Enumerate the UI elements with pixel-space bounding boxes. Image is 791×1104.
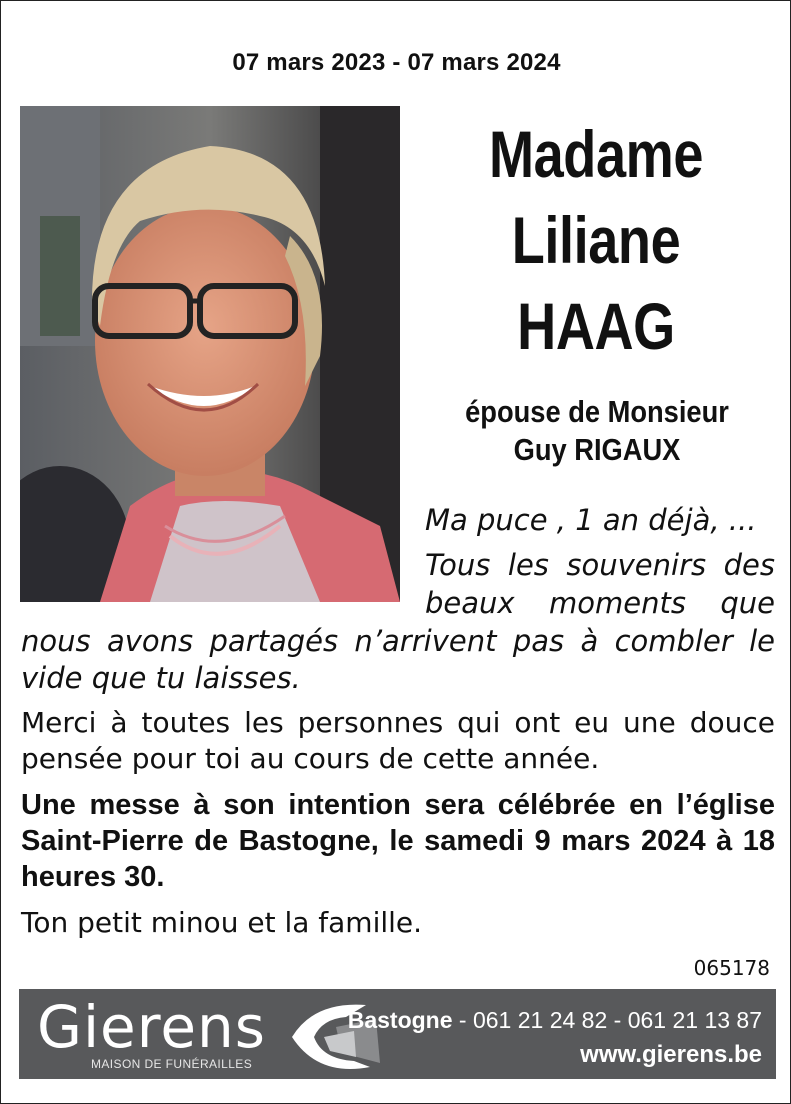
brand-subtitle: MAISON DE FUNÉRAILLES xyxy=(91,1057,253,1071)
funeral-home-banner xyxy=(19,989,776,1079)
message-line-2: Tous les souvenirs des xyxy=(425,548,775,582)
deceased-name xyxy=(436,111,756,369)
message-line-4: nous avons partagés n’arrivent pas à combler le xyxy=(21,624,775,658)
portrait-illustration xyxy=(20,106,400,602)
phone-numbers: - 061 21 24 82 - 061 21 13 87 xyxy=(452,1007,762,1033)
first-name: Liliane xyxy=(511,203,681,277)
name-title: Madame xyxy=(488,117,704,191)
portrait-photo xyxy=(20,106,400,602)
message-line-1: Ma puce , 1 an déjà, ... xyxy=(425,503,757,537)
contact-info xyxy=(348,1007,762,1034)
website-link[interactable]: www.gierens.be xyxy=(580,1041,762,1068)
spouse-line-1: épouse de Monsieur xyxy=(465,394,729,429)
last-name: HAAG xyxy=(517,289,675,363)
mass-announcement: Une messe à son intention sera célébrée en l’église Saint-Pierre de Bastogne, le samedi 9 mars 2024 à 18 heures 30. xyxy=(21,789,775,893)
signature: Ton petit minou et la famille. xyxy=(21,906,423,939)
reference-number: 065178 xyxy=(693,956,770,980)
spouse-line-2: Guy RIGAUX xyxy=(513,432,681,467)
spouse-info xyxy=(435,393,759,469)
message-line-3: beaux moments que xyxy=(425,586,775,620)
thanks-paragraph: Merci à toutes les personnes qui ont eu une douce pensée pour toi au cours de cette année. xyxy=(21,706,775,775)
message-line-5: vide que tu laisses. xyxy=(21,661,301,695)
brand-logo-text: Gierens xyxy=(37,993,266,1061)
anniversary-dates: 07 mars 2023 - 07 mars 2024 xyxy=(232,49,561,76)
city-name: Bastogne xyxy=(347,1007,453,1033)
